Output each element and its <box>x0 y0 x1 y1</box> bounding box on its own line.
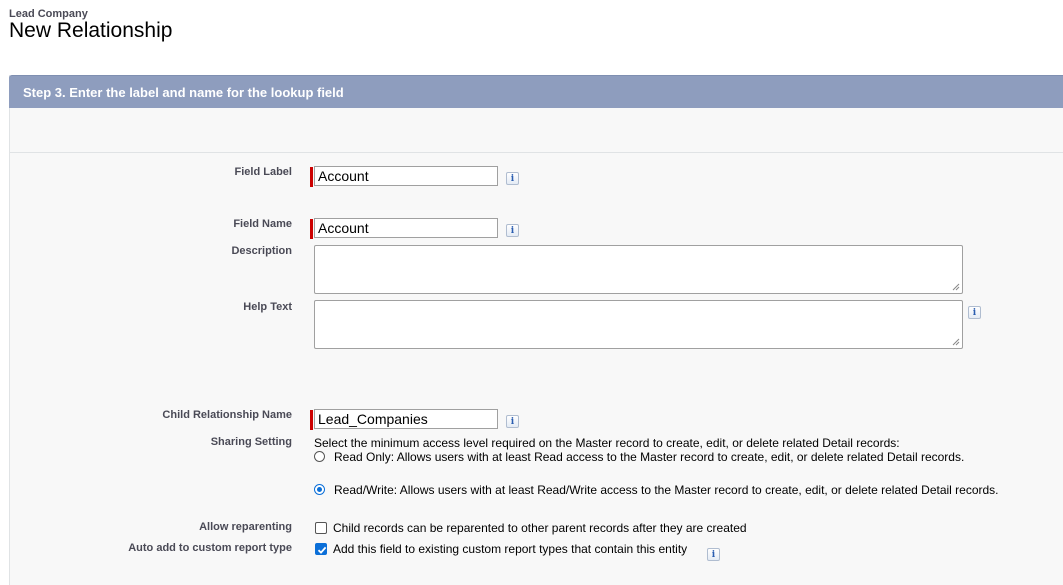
section-divider <box>10 152 1063 153</box>
read-only-radio[interactable] <box>314 451 325 462</box>
resize-grip-icon[interactable] <box>952 283 960 291</box>
child-relationship-name-input[interactable] <box>314 409 498 429</box>
description-textarea[interactable] <box>314 245 963 294</box>
description-label: Description <box>231 245 292 257</box>
auto-add-checkbox[interactable] <box>315 543 327 555</box>
info-icon[interactable]: i <box>968 306 981 319</box>
info-icon[interactable]: i <box>506 224 519 237</box>
read-write-option-label[interactable]: Read/Write: Allows users with at least Read/Write access to the Master record to create, edit, or delete related Detail records. <box>334 483 999 497</box>
help-text-label: Help Text <box>243 301 292 313</box>
allow-reparenting-checkbox[interactable] <box>315 522 327 534</box>
required-indicator <box>310 410 313 430</box>
allow-reparenting-text[interactable]: Child records can be reparented to other parent records after they are created <box>333 521 747 535</box>
field-label-label: Field Label <box>234 166 292 178</box>
field-name-label: Field Name <box>233 218 292 230</box>
resize-grip-icon[interactable] <box>952 338 960 346</box>
read-write-radio[interactable] <box>314 484 325 495</box>
sharing-setting-label: Sharing Setting <box>210 436 292 448</box>
checkmark-icon <box>317 545 327 555</box>
page-title: New Relationship <box>9 19 173 42</box>
step-header: Step 3. Enter the label and name for the lookup field <box>9 75 1063 108</box>
info-icon[interactable]: i <box>506 172 519 185</box>
help-text-textarea[interactable] <box>314 300 963 349</box>
field-name-input[interactable] <box>314 218 498 238</box>
info-icon[interactable]: i <box>707 548 720 561</box>
child-relationship-name-label: Child Relationship Name <box>162 409 292 421</box>
auto-add-label: Auto add to custom report type <box>128 542 292 554</box>
field-label-input[interactable] <box>314 166 498 186</box>
object-name: Lead Company <box>9 8 88 20</box>
sharing-setting-intro: Select the minimum access level required on the Master record to create, edit, or delete related Detail records: <box>314 436 900 450</box>
required-indicator <box>310 219 313 239</box>
allow-reparenting-label: Allow reparenting <box>199 521 292 533</box>
required-indicator <box>310 167 313 187</box>
info-icon[interactable]: i <box>506 415 519 428</box>
auto-add-text[interactable]: Add this field to existing custom report types that contain this entity <box>333 542 688 556</box>
read-only-option-label[interactable]: Read Only: Allows users with at least Read access to the Master record to create, edit, or delete related Detail records. <box>334 450 965 464</box>
